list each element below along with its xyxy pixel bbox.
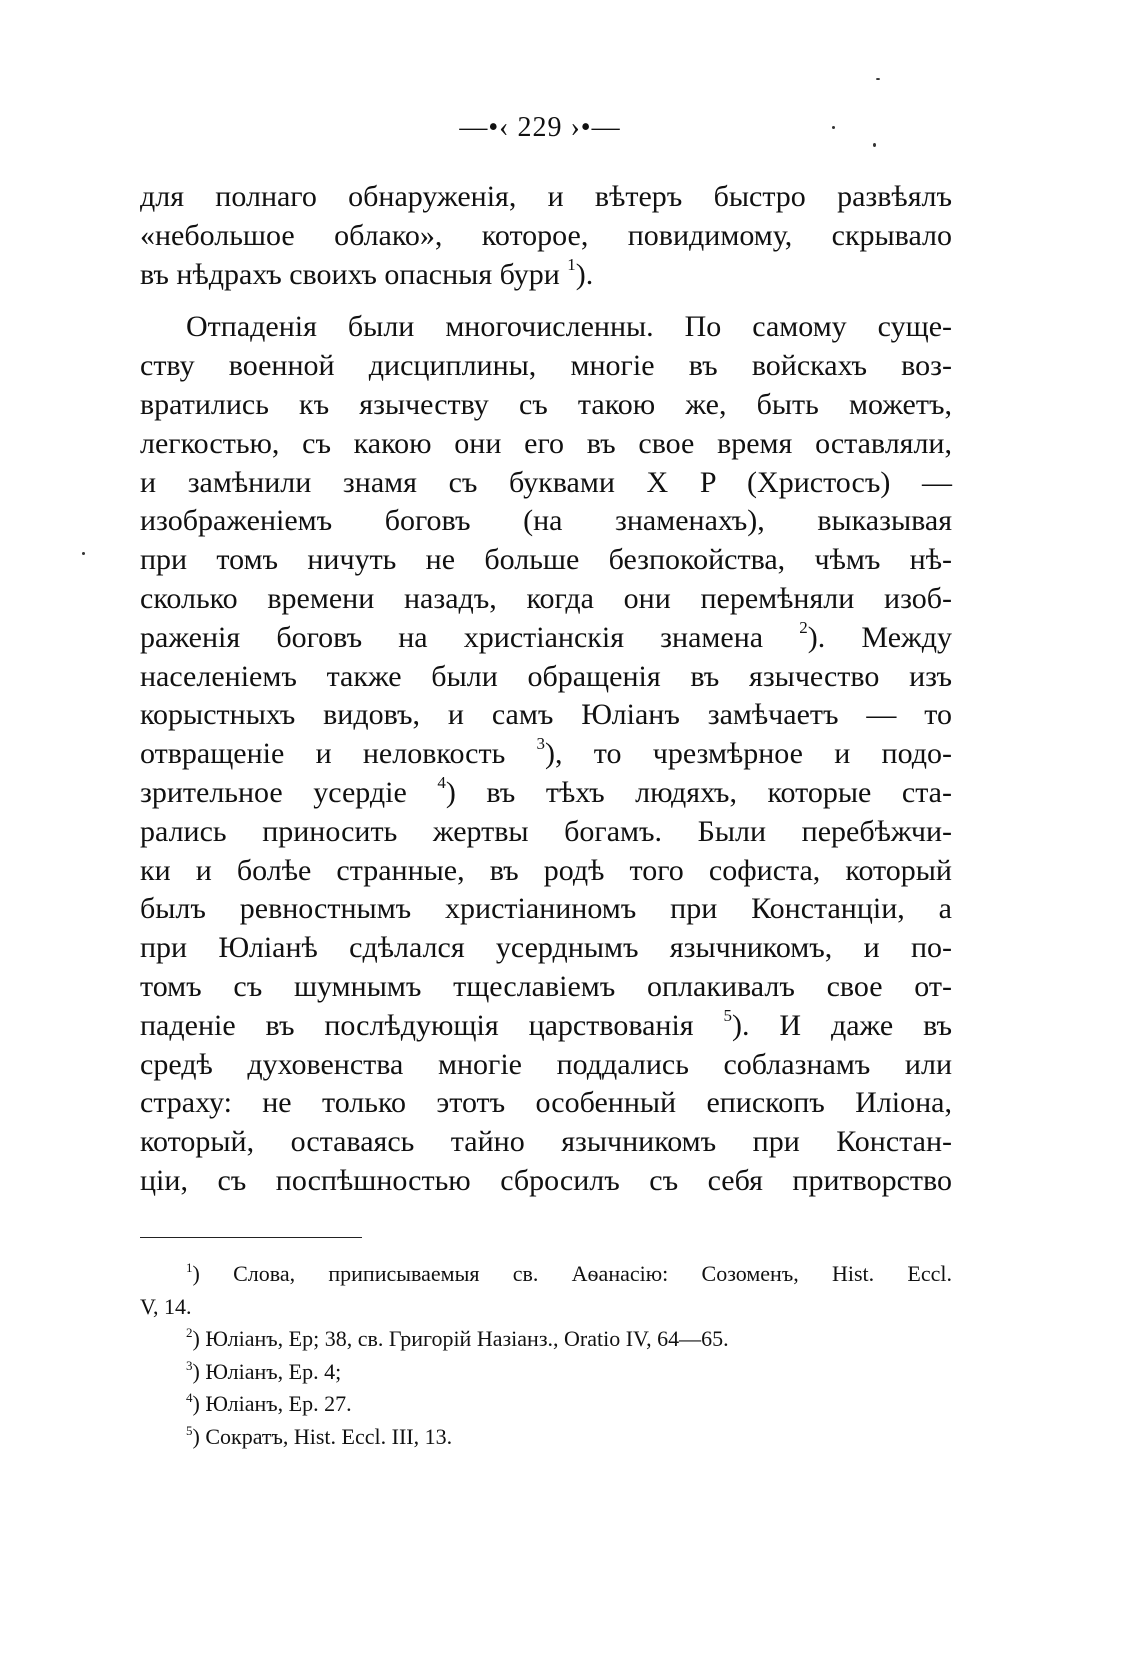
text-segment: при Юліанѣ сдѣлался усерднымъ язычникомъ, и по- — [140, 931, 952, 965]
footnote-mark: 5 — [186, 1422, 193, 1438]
text-line — [140, 1046, 952, 1085]
text-segment: отвращеніе и неловкость — [140, 737, 537, 771]
text-segment: ), то чрезмѣрное и подо- — [545, 737, 952, 771]
footnote-text: ) Слова, приписываемыя св. Аѳанасію: Созоменъ, Hist. Eccl. — [192, 1261, 952, 1286]
text-line — [140, 1162, 952, 1201]
text-segment: легкостью, съ какою они его въ свое время оставляли, — [140, 426, 952, 460]
text-line — [140, 774, 952, 813]
text-segment: средѣ духовенства многіе поддались соблазнамъ или — [140, 1047, 952, 1081]
print-speck — [873, 143, 876, 147]
footnote-text: ) Юліанъ, Ep. 4; — [192, 1358, 342, 1384]
text-segment: ціи, съ поспѣшностью сбросилъ съ себя притворство — [140, 1163, 952, 1197]
text-segment: для полнаго обнаруженія, и вѣтеръ быстро развѣялъ — [140, 180, 952, 213]
text-line — [140, 580, 952, 619]
text-segment: вратились къ язычеству съ такою же, быть можетъ, — [140, 387, 952, 421]
text-line — [140, 1007, 952, 1046]
text-segment: ству военной дисциплины, многіе въ войскахъ воз- — [140, 349, 952, 383]
text-line — [140, 1123, 952, 1162]
footnote-text: ) Сократъ, Hist. Eccl. III, 13. — [192, 1423, 453, 1449]
text-segment: рались приносить жертвы богамъ. Были перебѣжчи- — [140, 814, 952, 848]
text-line — [140, 619, 952, 658]
text-line — [140, 464, 952, 503]
text-line — [140, 178, 952, 217]
text-segment: населеніемъ также были обращенія въ язычество изъ — [140, 659, 952, 693]
footnote-text: ) Юліанъ, Ep. 27. — [192, 1391, 352, 1416]
text-segment: раженія боговъ на христіанскія знамена — [140, 620, 800, 654]
print-speck — [876, 78, 880, 80]
text-line — [140, 386, 952, 425]
footnote-continuation: V, 14. — [140, 1293, 192, 1319]
text-line — [140, 968, 952, 1007]
text-line — [140, 1084, 952, 1123]
text-line — [140, 735, 952, 774]
page-number: —•‹ 229 ›•— — [459, 112, 621, 143]
text-segment: ). Между — [807, 620, 953, 654]
footnote — [140, 1323, 952, 1356]
print-speck — [832, 126, 835, 129]
footnote-reference: 3 — [536, 734, 546, 754]
text-segment: былъ ревностнымъ христіаниномъ при Констанціи, а — [140, 892, 952, 926]
text-segment: корыстныхъ видовъ, и самъ Юліанъ замѣчаетъ — то — [140, 698, 952, 732]
footnote-separator — [140, 1237, 362, 1238]
text-segment: страху: не только этотъ особенный епископъ Иліона, — [140, 1086, 952, 1120]
text-line — [140, 308, 952, 347]
text-line — [140, 852, 952, 891]
text-line — [140, 256, 952, 295]
text-segment: Отпаденія были многочисленны. По самому суще- — [186, 310, 952, 344]
text-segment: сколько времени назадъ, когда они перемѣняли изоб- — [140, 581, 952, 615]
footnote-mark: 4 — [186, 1390, 193, 1405]
text-line — [140, 541, 952, 580]
text-line — [140, 658, 952, 697]
text-line — [140, 217, 952, 256]
text-segment: при томъ ничуть не больше безпокойства, чѣмъ нѣ- — [140, 543, 952, 577]
text-segment: изображеніемъ боговъ (на знаменахъ), выказывая — [140, 504, 952, 538]
footnote-text: ) Юліанъ, Ep; 38, св. Григорій Назіанз., Oratio IV, 64—65. — [192, 1326, 729, 1351]
footnotes — [140, 1258, 952, 1453]
text-line — [140, 813, 952, 852]
footnote-mark: 1 — [186, 1260, 193, 1275]
text-line — [140, 502, 952, 541]
footnote-mark: 2 — [186, 1325, 193, 1340]
paragraph-gap — [140, 294, 952, 308]
text-line — [140, 929, 952, 968]
footnote — [140, 1356, 952, 1389]
text-segment: и замѣнили знамя съ буквами X P (Христосъ) — — [140, 465, 952, 499]
footnote-reference: 1 — [567, 254, 576, 274]
text-segment: «небольшое облако», которое, повидимому, скрывало — [140, 218, 952, 252]
text-line — [140, 425, 952, 464]
main-text — [140, 178, 952, 1201]
text-segment: въ нѣдрахъ своихъ опасныя бури — [140, 257, 568, 291]
print-speck — [82, 552, 85, 555]
text-segment: томъ съ шумнымъ тщеславіемъ оплакивалъ свое от- — [140, 969, 952, 1003]
text-segment: ки и болѣе странные, въ родѣ того софиста, который — [140, 853, 952, 887]
text-line — [140, 696, 952, 735]
footnote-mark: 3 — [186, 1357, 193, 1373]
text-segment: который, оставаясь тайно язычникомъ при Констан- — [140, 1125, 952, 1159]
text-segment: паденіе въ послѣдующія царствованія — [140, 1008, 724, 1042]
footnote — [140, 1421, 952, 1454]
footnote — [140, 1258, 952, 1291]
footnote-reference: 2 — [799, 617, 808, 637]
text-segment: ). — [575, 257, 594, 291]
footnote — [140, 1388, 952, 1421]
text-line — [140, 890, 952, 929]
text-line — [140, 347, 952, 386]
footnote-reference: 4 — [437, 772, 446, 792]
footnote-reference: 5 — [723, 1005, 732, 1025]
text-segment: ) въ тѣхъ людяхъ, которые ста- — [445, 775, 952, 809]
text-segment: ). И даже въ — [732, 1008, 953, 1042]
text-segment: зрительное усердіе — [140, 775, 438, 809]
